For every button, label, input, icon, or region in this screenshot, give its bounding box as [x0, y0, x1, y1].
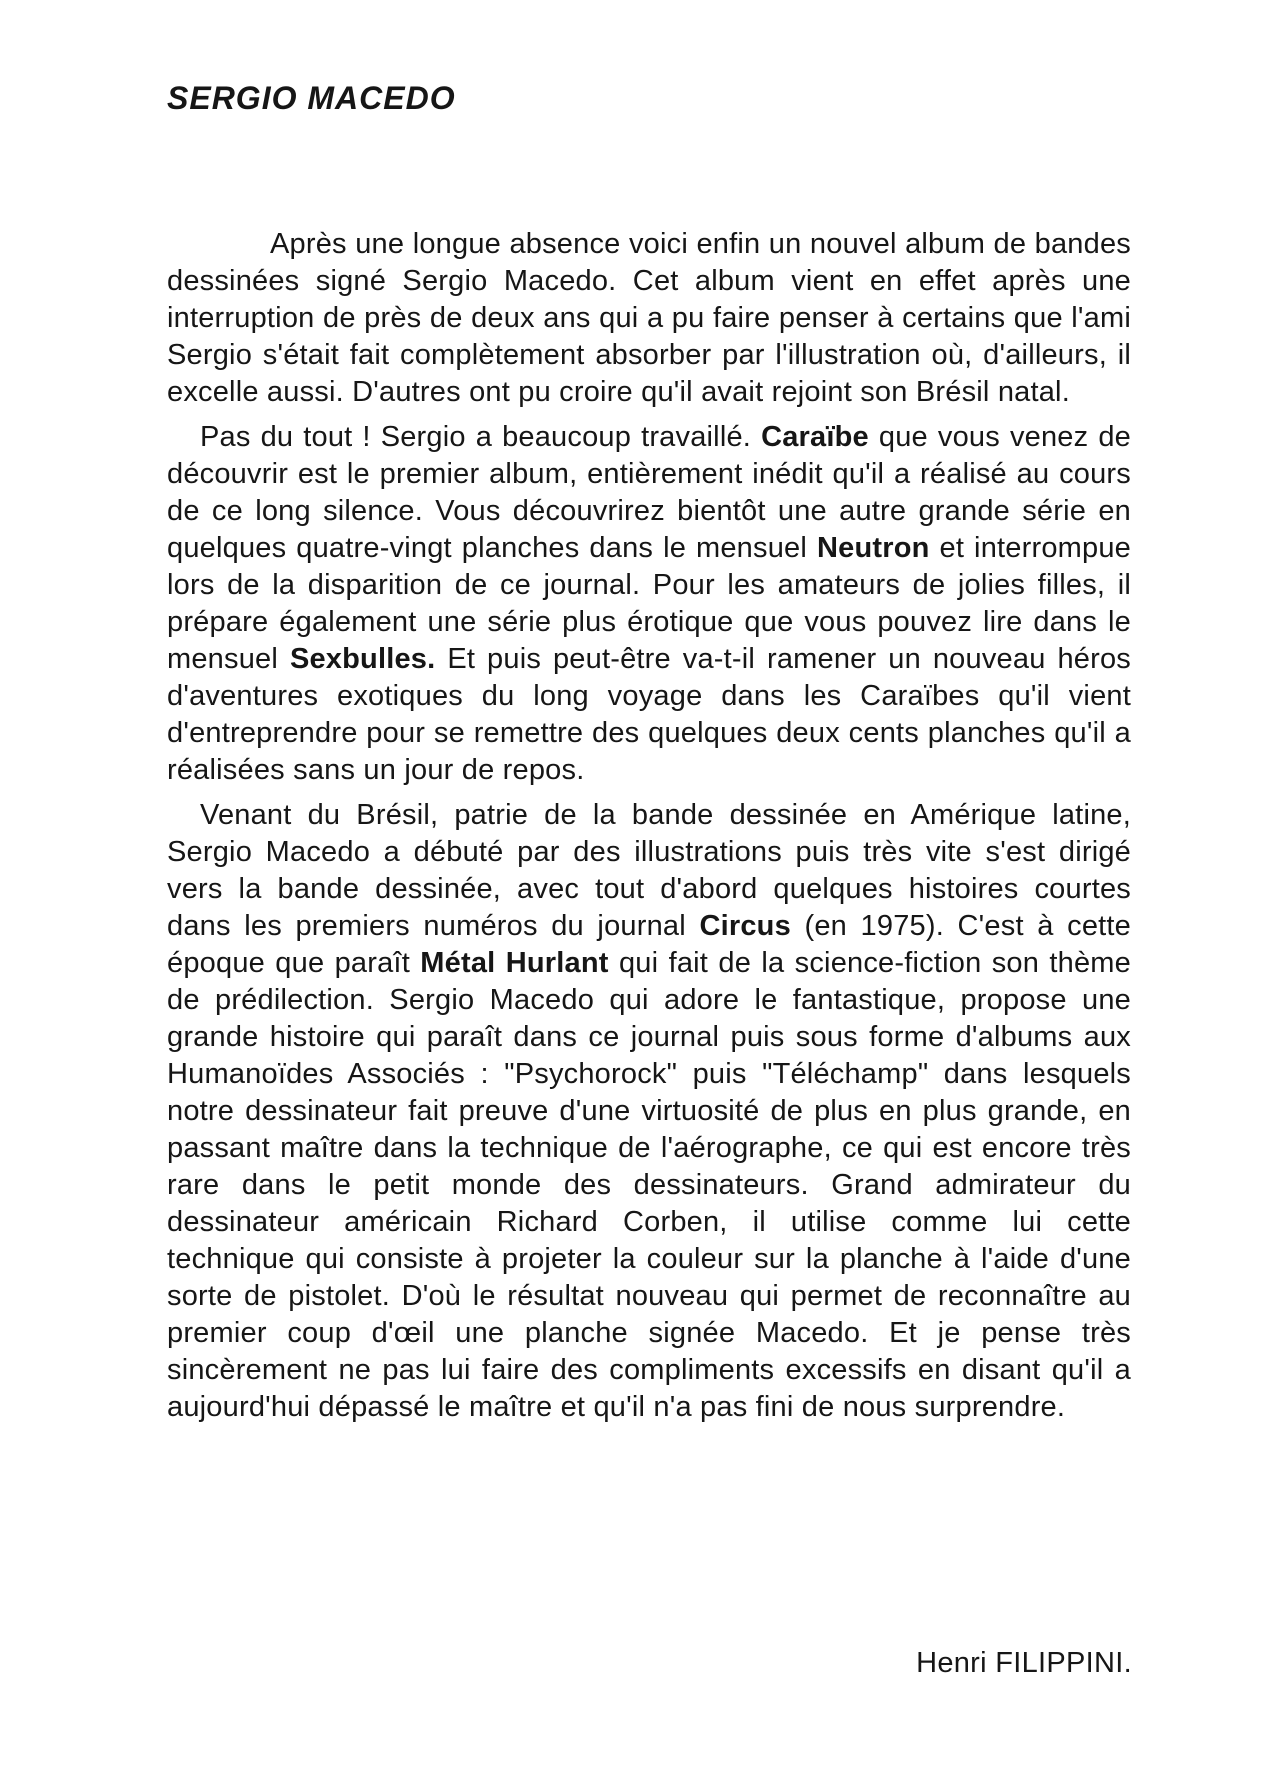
bold-title-neutron: Neutron [816, 532, 930, 564]
paragraph-2-text-1: Pas du tout ! Sergio a beaucoup travaillé. [200, 421, 762, 453]
bold-title-caraibe: Caraïbe [761, 421, 869, 453]
bold-title-sexbulles: Sexbulles. [289, 643, 436, 675]
paragraph-3-text-3: qui fait de la science-fiction son thème de prédilection. Sergio Macedo qui adore le fantastique, propose une grande histoire qui paraît dans ce journal puis sous forme d'albums aux Humanoïdes Associés : "Psychorock" puis "Téléchamp" dans lesquels notre dessinateur fait preuve d'une virtuosité de plus en plus grande, en passant maître dans la technique de l'aérographe, ce qui est encore très rare dans le petit monde des dessinateurs. Grand admirateur du dessinateur américain Richard Corben, il utilise comme lui cette technique qui consiste à projeter la couleur sur la planche à l'aide d'une sorte de pistolet. D'où le résultat nouveau qui permet de reconnaître au premier coup d'œil une planche signée Macedo. Et je pense très sincèrement ne pas lui faire des compliments excessifs en disant qu'il a aujourd'hui dépassé le maître et qu'il n'a pas fini de nous surprendre. [167, 947, 1131, 1423]
paragraph-1 [167, 226, 1131, 411]
bold-title-metal-hurlant: Métal Hurlant [420, 947, 609, 979]
paragraph-3 [167, 797, 1131, 1426]
paragraph-3-text-2: (en 1975). C'est à cette époque que paraît [167, 910, 1132, 979]
page-title: SERGIO MACEDO [167, 80, 456, 116]
paragraph-3-text-1: Venant du Brésil, patrie de la bande dessinée en Amérique latine, Sergio Macedo a débuté par des illustrations puis très vite s'est dirigé vers la bande dessinée, avec tout d'abord quelques histoires courtes dans les premiers numéros du journal [167, 799, 1131, 942]
article-body [167, 226, 1131, 1434]
paragraph-2-text-4: Et puis peut-être va-t-il ramener un nouveau héros d'aventures exotiques du long voyage dans les Caraïbes qu'il vient d'entreprendre pour se remettre des quelques deux cents planches qu'il a réalisées sans un jour de repos. [167, 643, 1131, 786]
paragraph-1-text: Après une longue absence voici enfin un nouvel album de bandes dessinées signé Sergio Macedo. Cet album vient en effet après une interruption de près de deux ans qui a pu faire penser à certains que l'ami Sergio s'était fait complètement absorber par l'illustration où, d'ailleurs, il excelle aussi. D'autres ont pu croire qu'il avait rejoint son Brésil natal. [167, 228, 1131, 408]
paragraph-2-text-2: que vous venez de découvrir est le premier album, entièrement inédit qu'il a réalisé au cours de ce long silence. Vous découvrirez bientôt une autre grande série en quelques quatre-vingt planches dans le mensuel [167, 421, 1131, 564]
bold-title-circus: Circus [699, 910, 791, 942]
paragraph-2-text-3: et interrompue lors de la disparition de ce journal. Pour les amateurs de jolies filles, il prépare également une série plus érotique que vous pouvez lire dans le mensuel [167, 532, 1131, 675]
author-signature: Henri FILIPPINI. [916, 1647, 1132, 1679]
paragraph-2 [167, 419, 1131, 789]
